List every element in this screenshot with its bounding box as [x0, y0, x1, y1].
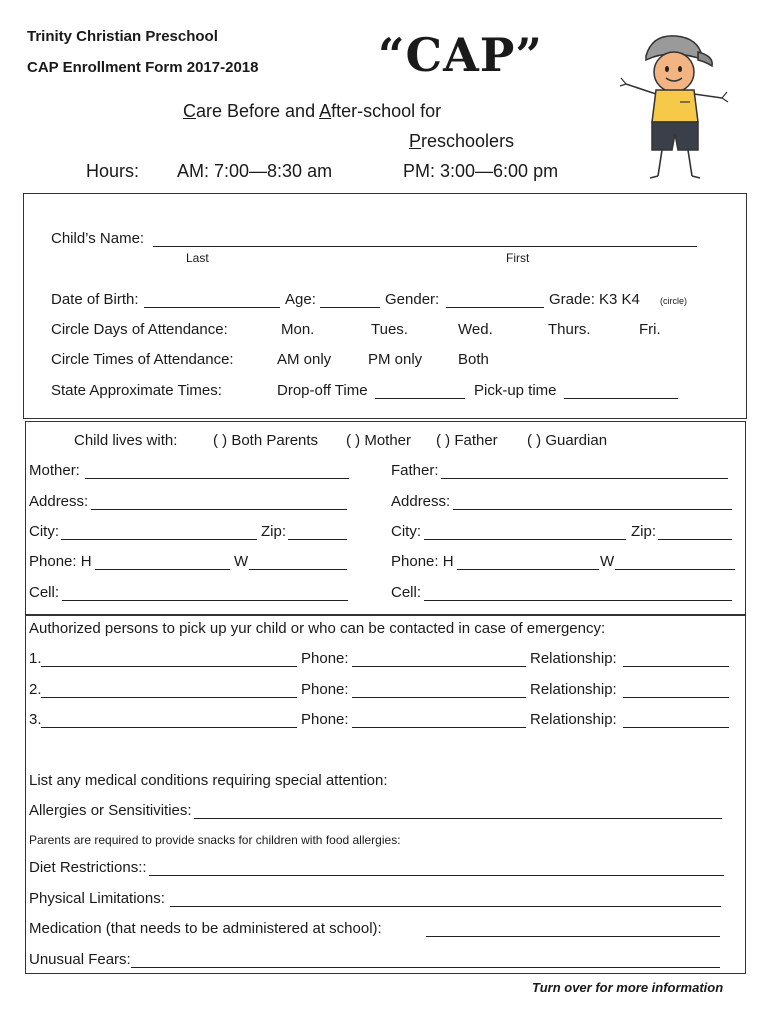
school-name: Trinity Christian Preschool: [27, 28, 218, 45]
lives-with-option[interactable]: ( ) Guardian: [527, 432, 608, 449]
contact-phone-field[interactable]: [352, 727, 526, 728]
mother-phone-h-label: Phone: H: [29, 553, 92, 570]
father-city-field[interactable]: [424, 539, 626, 540]
lives-with-option[interactable]: ( ) Both Parents: [213, 432, 319, 449]
medication-field[interactable]: [426, 936, 720, 937]
mother-phone-w-label: W: [234, 553, 249, 570]
contact-relationship-field[interactable]: [623, 666, 729, 667]
hours-am: AM: 7:00—8:30 am: [177, 161, 333, 181]
day-option[interactable]: Mon.: [281, 321, 315, 338]
contact-relationship-label: Relationship:: [530, 711, 617, 728]
father-phone-w-field[interactable]: [615, 569, 735, 570]
first-name-caption: First: [506, 251, 530, 265]
gender-label: Gender:: [385, 291, 440, 308]
mother-label: Mother:: [29, 462, 80, 479]
dob-field[interactable]: [144, 307, 280, 308]
pickup-label: Pick-up time: [474, 382, 557, 399]
dropoff-field[interactable]: [375, 398, 465, 399]
contact-name-field[interactable]: [41, 727, 297, 728]
form-title: CAP Enrollment Form 2017-2018: [27, 59, 259, 76]
mother-phone-w-field[interactable]: [249, 569, 347, 570]
snack-note: Parents are required to provide snacks for children with food allergies:: [29, 833, 401, 847]
mother-cell-label: Cell:: [29, 584, 60, 601]
father-address-label: Address:: [391, 493, 451, 510]
father-phone-w-label: W: [600, 553, 615, 570]
contact-number: 1.: [29, 650, 42, 667]
boy-illustration-icon: [618, 26, 730, 184]
age-field[interactable]: [320, 307, 380, 308]
day-option[interactable]: Wed.: [458, 321, 493, 338]
mother-zip-label: Zip:: [261, 523, 287, 540]
hours-pm: PM: 3:00—6:00 pm: [403, 161, 559, 181]
last-name-caption: Last: [186, 251, 209, 265]
grade-options[interactable]: Grade: K3 K4: [549, 291, 640, 308]
days-label: Circle Days of Attendance:: [51, 321, 228, 338]
child-name-field[interactable]: [153, 246, 697, 247]
contact-relationship-label: Relationship:: [530, 650, 617, 667]
mother-field[interactable]: [85, 478, 349, 479]
emergency-heading: Authorized persons to pick up yur child or who can be contacted in case of emergency:: [29, 620, 606, 637]
contact-relationship-field[interactable]: [623, 727, 729, 728]
time-option[interactable]: AM only: [277, 351, 332, 368]
parent-info-box: [25, 421, 746, 615]
contact-number: 3.: [29, 711, 42, 728]
father-cell-field[interactable]: [424, 600, 732, 601]
physical-label: Physical Limitations:: [29, 890, 165, 907]
physical-field[interactable]: [170, 906, 721, 907]
mother-cell-field[interactable]: [62, 600, 348, 601]
allergies-label: Allergies or Sensitivities:: [29, 802, 192, 819]
cap-title: “CAP”: [378, 28, 543, 82]
diet-label: Diet Restrictions::: [29, 859, 147, 876]
time-option[interactable]: PM only: [368, 351, 423, 368]
child-name-label: Child’s Name:: [51, 230, 145, 247]
mother-city-label: City:: [29, 523, 59, 540]
time-option[interactable]: Both: [458, 351, 489, 368]
father-phone-h-field[interactable]: [457, 569, 599, 570]
father-label: Father:: [391, 462, 439, 479]
contact-phone-label: Phone:: [301, 650, 349, 667]
medication-label: Medication (that needs to be administered at school):: [29, 920, 382, 937]
father-city-label: City:: [391, 523, 421, 540]
approx-times-label: State Approximate Times:: [51, 382, 222, 399]
father-phone-h-label: Phone: H: [391, 553, 454, 570]
subtitle-line-1: Care Before and After-school for: [183, 101, 442, 121]
turn-over-note: Turn over for more information: [532, 980, 724, 995]
diet-field[interactable]: [149, 875, 724, 876]
fears-field[interactable]: [131, 967, 720, 968]
dropoff-label: Drop-off Time: [277, 382, 368, 399]
gender-field[interactable]: [446, 307, 544, 308]
contact-name-field[interactable]: [41, 697, 297, 698]
contact-name-field[interactable]: [41, 666, 297, 667]
mother-zip-field[interactable]: [288, 539, 347, 540]
subtitle-line-2: Preschoolers: [409, 131, 515, 151]
contact-relationship-label: Relationship:: [530, 681, 617, 698]
hours-label: Hours:: [86, 161, 140, 181]
grade-note: (circle): [660, 296, 687, 306]
mother-city-field[interactable]: [61, 539, 257, 540]
times-label: Circle Times of Attendance:: [51, 351, 234, 368]
lives-with-label: Child lives with:: [74, 432, 178, 449]
day-option[interactable]: Tues.: [371, 321, 408, 338]
contact-phone-field[interactable]: [352, 697, 526, 698]
lives-with-option[interactable]: ( ) Father: [436, 432, 498, 449]
pickup-field[interactable]: [564, 398, 678, 399]
mother-address-label: Address:: [29, 493, 89, 510]
contact-phone-field[interactable]: [352, 666, 526, 667]
father-zip-label: Zip:: [631, 523, 657, 540]
father-zip-field[interactable]: [658, 539, 732, 540]
medical-heading: List any medical conditions requiring special attention:: [29, 772, 388, 789]
day-option[interactable]: Thurs.: [548, 321, 591, 338]
mother-address-field[interactable]: [91, 509, 347, 510]
fears-label: Unusual Fears:: [29, 951, 131, 968]
father-cell-label: Cell:: [391, 584, 422, 601]
lives-with-option[interactable]: ( ) Mother: [346, 432, 412, 449]
day-option[interactable]: Fri.: [639, 321, 661, 338]
contact-phone-label: Phone:: [301, 681, 349, 698]
contact-number: 2.: [29, 681, 42, 698]
contact-relationship-field[interactable]: [623, 697, 729, 698]
dob-label: Date of Birth:: [51, 291, 139, 308]
allergies-field[interactable]: [194, 818, 722, 819]
contact-phone-label: Phone:: [301, 711, 349, 728]
age-label: Age:: [285, 291, 316, 308]
father-address-field[interactable]: [453, 509, 732, 510]
father-field[interactable]: [441, 478, 728, 479]
mother-phone-h-field[interactable]: [95, 569, 230, 570]
